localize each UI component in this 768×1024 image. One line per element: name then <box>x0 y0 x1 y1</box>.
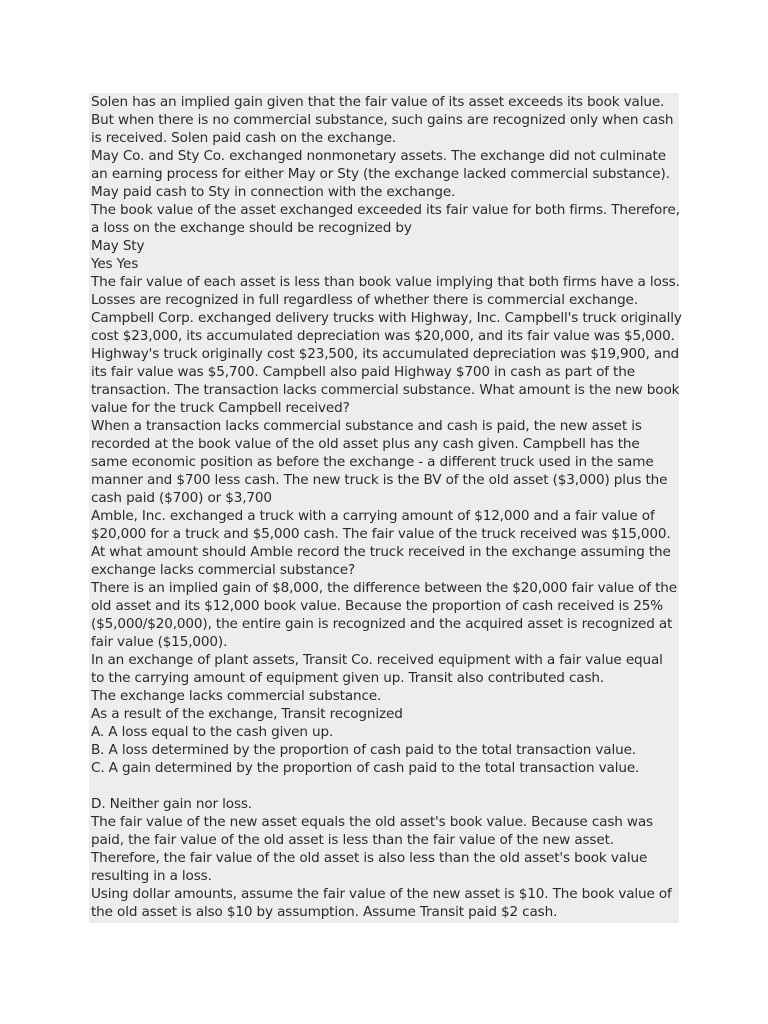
text-line: cash paid ($700) or $3,700 <box>91 490 272 506</box>
text-line: The fair value of the new asset equals the old asset's book value. Because cash was <box>91 814 653 830</box>
text-line: Using dollar amounts, assume the fair value of the new asset is $10. The book value of <box>91 886 672 902</box>
text-line: a loss on the exchange should be recognized by <box>91 220 412 236</box>
text-line: manner and $700 less cash. The new truck is the BV of the old asset ($3,000) plus the <box>91 472 668 488</box>
text-line: resulting in a loss. <box>91 868 212 884</box>
text-line: same economic position as before the exchange - a different truck used in the same <box>91 454 654 470</box>
text-line: recorded at the book value of the old asset plus any cash given. Campbell has the <box>91 436 640 452</box>
text-line: ($5,000/$20,000), the entire gain is recognized and the acquired asset is recognized at <box>91 616 673 632</box>
text-line: Amble, Inc. exchanged a truck with a carrying amount of $12,000 and a fair value of <box>91 508 655 524</box>
text-line: May paid cash to Sty in connection with the exchange. <box>91 184 456 200</box>
text-line: fair value ($15,000). <box>91 634 228 650</box>
text-line: old asset and its $12,000 book value. Because the proportion of cash received is 25% <box>91 598 664 614</box>
text-line: When a transaction lacks commercial substance and cash is paid, the new asset is <box>91 418 642 434</box>
text-line: transaction. The transaction lacks commercial substance. What amount is the new book <box>91 382 680 398</box>
text-line: May Sty <box>91 238 145 254</box>
text-line: C. A gain determined by the proportion of cash paid to the total transaction value. <box>91 760 640 776</box>
text-line: its fair value was $5,700. Campbell also paid Highway $700 in cash as part of the <box>91 364 635 380</box>
text-line: $20,000 for a truck and $5,000 cash. The fair value of the truck received was $15,000. <box>91 526 671 542</box>
text-line: paid, the fair value of the old asset is less than the fair value of the new asset. <box>91 832 614 848</box>
text-line: The book value of the asset exchanged exceeded its fair value for both firms. Therefore, <box>91 202 680 218</box>
text-line: There is an implied gain of $8,000, the difference between the $20,000 fair value of the <box>91 580 677 596</box>
text-line: exchange lacks commercial substance? <box>91 562 356 578</box>
text-line: As a result of the exchange, Transit recognized <box>91 706 403 722</box>
text-line: A. A loss equal to the cash given up. <box>91 724 334 740</box>
text-line: In an exchange of plant assets, Transit Co. received equipment with a fair value equal <box>91 652 663 668</box>
text-line: the old asset is also $10 by assumption. Assume Transit paid $2 cash. <box>91 904 558 920</box>
text-line: Yes Yes <box>91 256 139 272</box>
text-line: Solen has an implied gain given that the fair value of its asset exceeds its book value. <box>91 94 665 110</box>
text-line: B. A loss determined by the proportion of cash paid to the total transaction value. <box>91 742 636 758</box>
text-line: an earning process for either May or Sty (the exchange lacked commercial substance). <box>91 166 670 182</box>
text-line: value for the truck Campbell received? <box>91 400 350 416</box>
text-line: Losses are recognized in full regardless of whether there is commercial exchange. <box>91 292 638 308</box>
text-line: to the carrying amount of equipment given up. Transit also contributed cash. <box>91 670 605 686</box>
text-line: cost $23,000, its accumulated depreciation was $20,000, and its fair value was $5,000. <box>91 328 675 344</box>
blank-line <box>89 777 679 795</box>
text-line: Therefore, the fair value of the old asset is also less than the old asset's book value <box>91 850 648 866</box>
text-line: Campbell Corp. exchanged delivery trucks with Highway, Inc. Campbell's truck originally <box>91 310 682 326</box>
text-line: is received. Solen paid cash on the exchange. <box>91 130 397 146</box>
text-line: The exchange lacks commercial substance. <box>91 688 382 704</box>
text-line: At what amount should Amble record the truck received in the exchange assuming the <box>91 544 671 560</box>
text-line: The fair value of each asset is less than book value implying that both firms have a loss. <box>91 274 680 290</box>
text-line: Highway's truck originally cost $23,500, its accumulated depreciation was $19,900, and <box>91 346 680 362</box>
document-page <box>89 93 682 923</box>
text-line: May Co. and Sty Co. exchanged nonmonetary assets. The exchange did not culminate <box>91 148 666 164</box>
text-line: D. Neither gain nor loss. <box>91 796 252 812</box>
text-line: But when there is no commercial substance, such gains are recognized only when cash <box>91 112 674 128</box>
